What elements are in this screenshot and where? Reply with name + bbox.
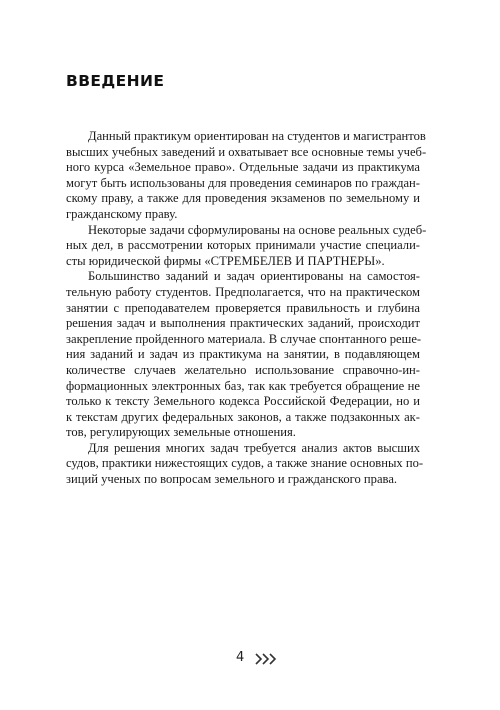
text-line: Большинство заданий и задач ориентированы на самостоя- [88,269,420,284]
text-line: тов, регулирующих земельные отношения. [66,425,296,440]
text-line: формационных электронных баз, так как требуется обращение не [66,378,420,393]
text-line: высших учебных заведений и охватывает все основные темы учеб- [66,144,427,159]
text-line: ного курса «Земельное право». Отдельные задачи из практикума [66,160,420,175]
text-line: Для решения многих задач требуется анализ актов высших [88,440,420,455]
text-line: сты юридической фирмы «СТРЕМБЕЛЕВ И ПАРТНЕРЫ». [66,253,385,268]
paragraph [66,440,424,488]
page-footer [0,650,500,674]
paragraph [66,129,427,223]
text-line: занятии с преподавателем проверяется правильность и глубина [66,300,420,315]
body-text [66,129,427,488]
text-line: гражданскому праву. [66,206,178,221]
text-line: Данный практикум ориентирован на студентов и магистрантов [88,129,426,143]
text-line: могут быть использованы для проведения семинаров по граждан- [66,175,420,190]
text-line: тельную работу студентов. Предполагается, что на практическом [66,284,420,299]
text-line: только к тексту Земельного кодекса Российской Федерации, но и [66,394,420,409]
text-line: судов, практики нижестоящих судов, а также знание основных по- [66,456,424,471]
text-line: Некоторые задачи сформулированы на основе реальных судеб- [88,222,427,237]
text-line: решения задач и выполнения практических заданий, происходит [66,316,420,331]
text-line: закрепление пройденного материала. В случае спонтанного реше- [66,331,422,346]
section-heading: ВВЕДЕНИЕ [66,72,165,90]
text-line: зиций ученых по вопросам земельного и гражданского права. [66,472,398,487]
text-line: количестве случаев желательно использование справочно-ин- [66,362,420,377]
paragraph [66,222,427,270]
text-line: скому праву, а также для проведения экзаменов по земельному и [66,191,420,206]
double-chevron-right-icon [254,652,284,666]
text-line: ния заданий и задач из практикума на занятии, в подавляющем [66,347,420,362]
text-line: ных дел, в рассмотрении которых принимали участие специали- [66,238,420,253]
paragraph [66,269,420,441]
page-number: 4 [236,650,245,665]
text-line: к текстам других федеральных законов, а также подзаконных ак- [66,409,420,424]
